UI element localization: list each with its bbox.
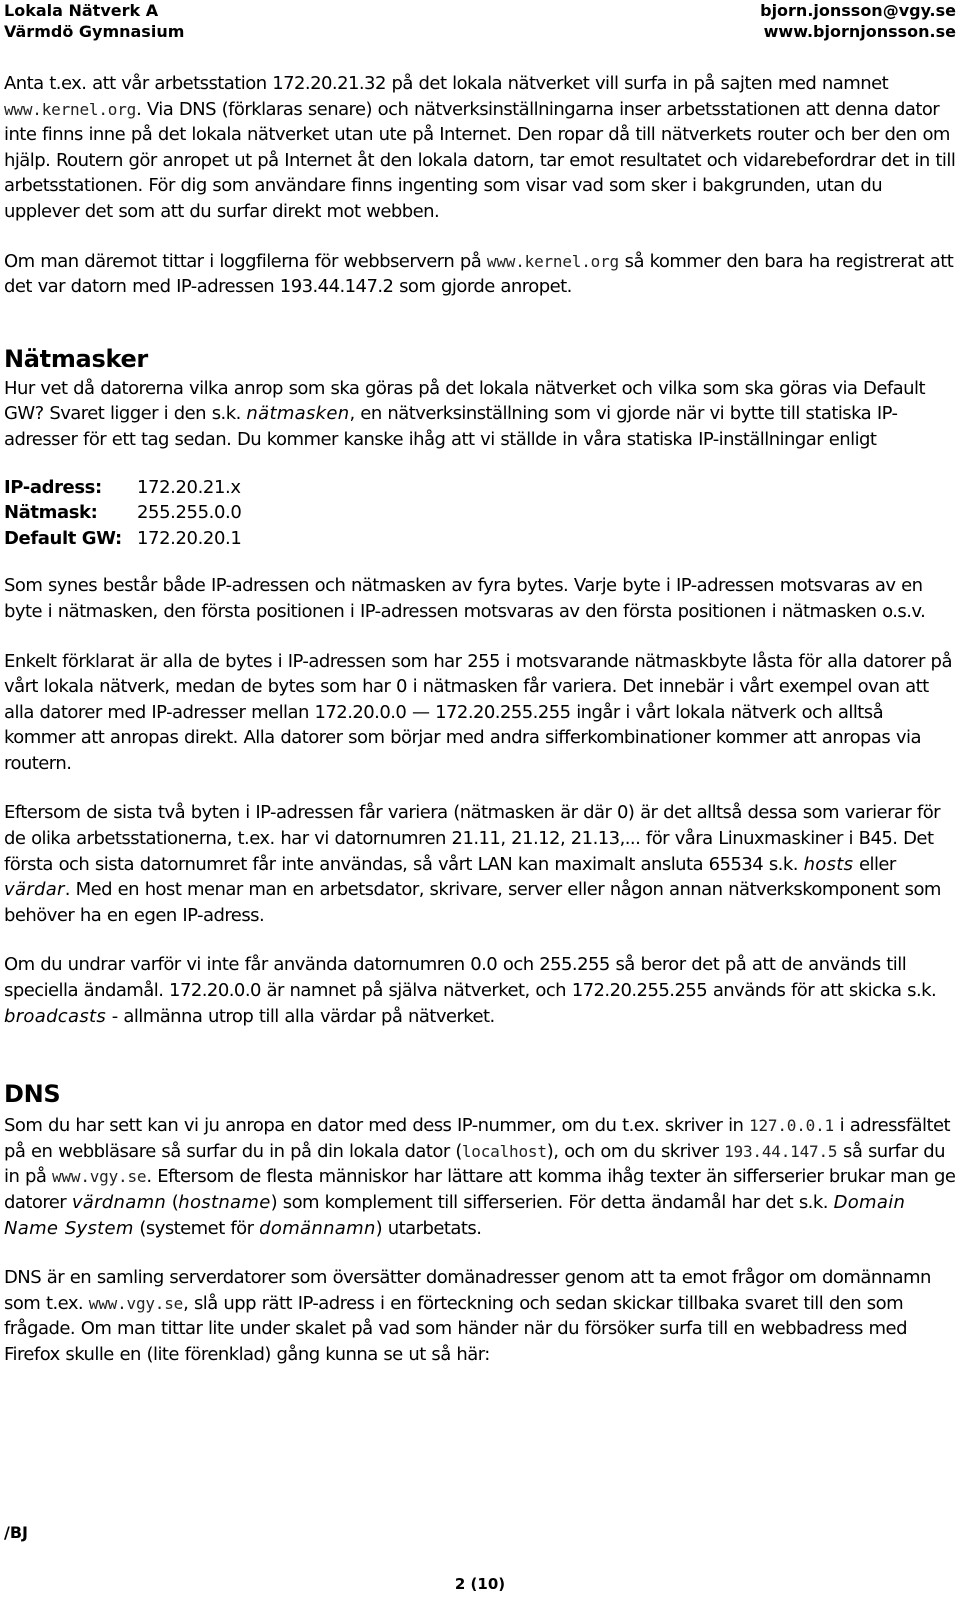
term-broadcasts: broadcasts — [4, 1005, 107, 1027]
code-vgy-domain-2: www.vgy.se — [88, 1293, 184, 1313]
term-domain-name-system: Domain Name System — [4, 1192, 906, 1239]
course-title: Lokala Nätverk A — [4, 1, 159, 20]
settings-value: 172.20.20.1 — [137, 527, 242, 549]
author-email: bjorn.jonsson@vgy.se — [760, 1, 956, 20]
term-vardar: värdar — [4, 879, 65, 901]
code-vgy-ip: 193.44.147.5 — [724, 1141, 838, 1161]
code-localhost-ip: 127.0.0.1 — [749, 1116, 834, 1136]
code-kernel-org: www.kernel.org — [4, 99, 137, 119]
netmask-paragraph-2: Som synes består både IP-adressen och nätmasken av fyra bytes. Varje byte i IP-adressen motsvaras av en byte i nätmasken, den första positionen i IP-adressen motsvaras av den första positionen i nätmasken o.s.v. — [4, 575, 926, 622]
code-kernel-org-2: www.kernel.org — [486, 251, 619, 271]
author-website: www.bjornjonsson.se — [763, 22, 956, 41]
dns-paragraph-1: Som du har sett kan vi ju anropa en dator med dess IP-nummer, om du t.ex. skriver in 127.0.0.1 i adressfältet på en webbläsare så surfar du in på din lokala dator (localhost), och om du skriver 193.44.147.5 så surfar du in på www.vgy.se. Eftersom de flesta människor har lättare att komma ihåg texter än sifferserier brukar man ge datorer värdnamn (hostname) som komplement till sifferserien. För detta ändamål har det s.k. Domain Name System (systemet för domännamn) utarbetats. — [4, 1115, 956, 1239]
settings-row — [4, 526, 241, 552]
school-name: Värmdö Gymnasium — [4, 22, 185, 41]
settings-row — [4, 500, 241, 526]
term-hostname: hostname — [178, 1192, 271, 1213]
netmask-paragraph-4: Eftersom de sista två byten i IP-adressen får variera (nätmasken är där 0) är det alltså dessa som varierar för de olika arbetsstationerna, t.ex. har vi datornumren 21.11, 21.12, 21.13,... för våra Linuxmaskiner i B45. Det första och sista datornumret får inte användas, så vårt LAN kan maximalt ansluta 65534 s.k. hosts eller värdar. Med en host menar man en arbetsdator, skrivare, server eller någon annan nätverkskomponent som behöver ha en egen IP-adress. — [4, 802, 941, 926]
netmask-paragraph-5: Om du undrar varför vi inte får använda datornumren 0.0 och 255.255 så beror det på att de används till speciella ändamål. 172.20.0.0 är namnet på själva nätverket, och 172.20.255.255 används för att skicka s.k. broadcasts - allmänna utrop till alla värdar på nätverket. — [4, 954, 937, 1027]
code-vgy-domain: www.vgy.se — [52, 1167, 147, 1187]
netmask-paragraph-3: Enkelt förklarat är alla de bytes i IP-adressen som har 255 i motsvarande nätmaskbyte låsta för alla datorer på vårt lokala nätverk, medan de bytes som har 0 i nätmasken får variera. Det innebär i vårt exempel ovan att alla datorer med IP-adresser mellan 172.20.0.0 — 172.20.255.255 ingår i vårt lokala nätverk och alltså kommer att anropas direkt. Alla datorer som börjar med andra sifferkombinationer kommer att anropas via routern. — [4, 650, 952, 774]
settings-row — [4, 475, 241, 501]
term-vardnamn: värdnamn — [71, 1192, 167, 1213]
term-domannamn: domännamn — [259, 1217, 376, 1239]
settings-key: Nätmask: — [4, 502, 98, 524]
page-number: 2 (10) — [454, 1575, 506, 1593]
code-localhost: localhost — [461, 1141, 547, 1161]
term-hosts: hosts — [803, 853, 854, 875]
settings-value: 255.255.0.0 — [137, 502, 242, 524]
heading-netmasks: Nätmasker — [4, 344, 148, 373]
netmask-paragraph-1: Hur vet då datorerna vilka anrop som ska göras på det lokala nätverket och vilka som ska göras via Default GW? Svaret ligger i den s.k. nätmasken, en nätverksinställning som vi gjorde när vi bytte till statiska IP-adresser för ett tag sedan. Du kommer kanske ihåg att vi ställde in våra statiska IP-inställningar enligt — [4, 377, 925, 450]
intro-paragraph-2: Om man däremot tittar i loggfilerna för webbservern på www.kernel.org så kommer den bara ha registrerat att det var datorn med IP-adressen 193.44.147.2 som gjorde anropet. — [4, 250, 954, 298]
intro-paragraph-1: Anta t.ex. att vår arbetsstation 172.20.21.32 på det lokala nätverket vill surfa in på sajten med namnet www.kernel.org. Via DNS (förklaras senare) och nätverksinställningarna inser arbetsstationen att denna dator inte finns inne på det lokala nätverket utan ute på Internet. Den ropar då till nätverkets router och ber den om hjälp. Routern gör anropet ut på Internet åt den lokala datorn, tar emot resultatet och vidarebefordrar det in till arbetsstationen. För dig som användare finns ingenting som visar vad som sker i bakgrunden, utan du upplever det som att du surfar direkt mot webben. — [4, 73, 956, 222]
ip-settings-table — [4, 475, 241, 552]
settings-key: Default GW: — [4, 527, 122, 549]
settings-value: 172.20.21.x — [137, 476, 241, 498]
heading-dns: DNS — [4, 1080, 61, 1109]
footer-initials: /BJ — [4, 1523, 28, 1542]
page-header-right — [760, 0, 956, 42]
term-netmask: nätmasken — [246, 403, 350, 425]
settings-key: IP-adress: — [4, 476, 102, 498]
page-header-left — [4, 0, 184, 42]
dns-paragraph-2: DNS är en samling serverdatorer som översätter domänadresser genom att ta emot frågor om domännamn som t.ex. www.vgy.se, slå upp rätt IP-adress i en förteckning och sedan skickar tillbaka svaret till den som frågade. Om man tittar lite under skalet på vad som händer när du försöker surfa till en webbadress med Firefox skulle en (lite förenklad) gång kunna se ut så här: — [4, 1267, 931, 1365]
document-body — [4, 71, 956, 1368]
